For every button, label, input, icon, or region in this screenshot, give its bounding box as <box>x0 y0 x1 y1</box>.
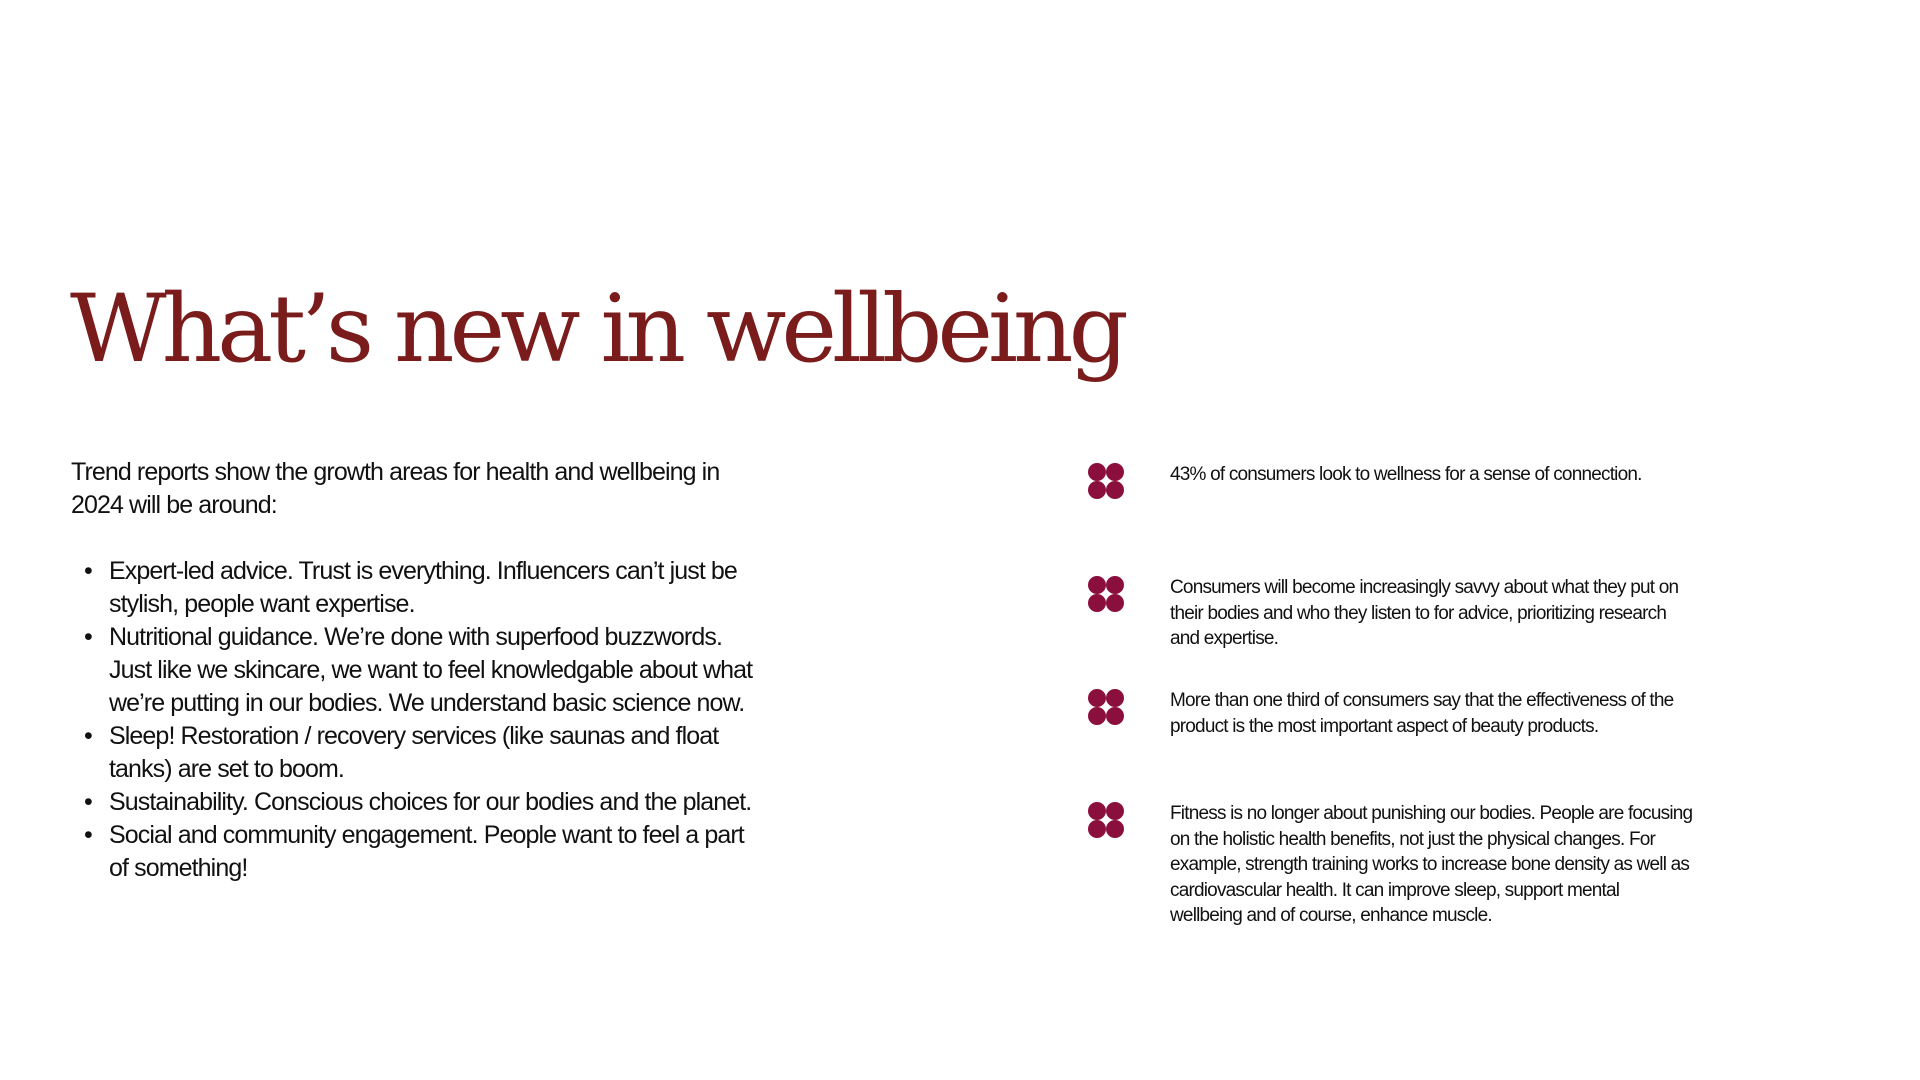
stat-text: Fitness is no longer about punishing our bodies. People are focusing on the holistic health benefits, not just the physical changes. For example, strength training works to increase bone density as well as cardiovascular health. It can improve sleep, support mental wellbeing and of course, enhance muscle. <box>1170 803 1693 926</box>
list-item-text: Social and community engagement. People want to feel a part of something! <box>109 821 744 882</box>
list-item <box>71 720 761 786</box>
bullet-marker: • <box>84 623 92 651</box>
bullet-marker: • <box>84 788 92 816</box>
trend-list <box>71 555 761 885</box>
list-item-text: Sustainability. Conscious choices for our bodies and the planet. <box>109 788 752 816</box>
intro-text: Trend reports show the growth areas for health and wellbeing in 2024 will be around: <box>71 458 720 519</box>
list-item-text: Expert-led advice. Trust is everything. Influencers can’t just be stylish, people want expertise. <box>109 557 737 618</box>
stat-text: More than one third of consumers say that the effectiveness of the product is the most important aspect of beauty products. <box>1170 690 1674 737</box>
list-item-text: Nutritional guidance. We’re done with superfood buzzwords. Just like we skincare, we want to feel knowledgable about what we’re putting in our bodies. We understand basic science now. <box>109 623 753 717</box>
list-item <box>71 621 761 720</box>
bullet-marker: • <box>84 557 92 585</box>
bullet-marker: • <box>84 821 92 849</box>
flower-icon <box>1087 462 1125 500</box>
stat-text: 43% of consumers look to wellness for a sense of connection. <box>1170 464 1642 485</box>
bullet-marker: • <box>84 722 92 750</box>
flower-icon <box>1087 575 1125 613</box>
list-item <box>71 819 761 885</box>
trends-section <box>71 456 761 885</box>
page-title: What’s new in wellbeing <box>70 275 1124 384</box>
list-item <box>71 786 761 819</box>
stat-text: Consumers will become increasingly savvy about what they put on their bodies and who they listen to for advice, prioritizing research and expertise. <box>1170 577 1679 649</box>
list-item <box>71 555 761 621</box>
flower-icon <box>1087 688 1125 726</box>
list-item-text: Sleep! Restoration / recovery services (like saunas and float tanks) are set to boom. <box>109 722 719 783</box>
flower-icon <box>1087 801 1125 839</box>
